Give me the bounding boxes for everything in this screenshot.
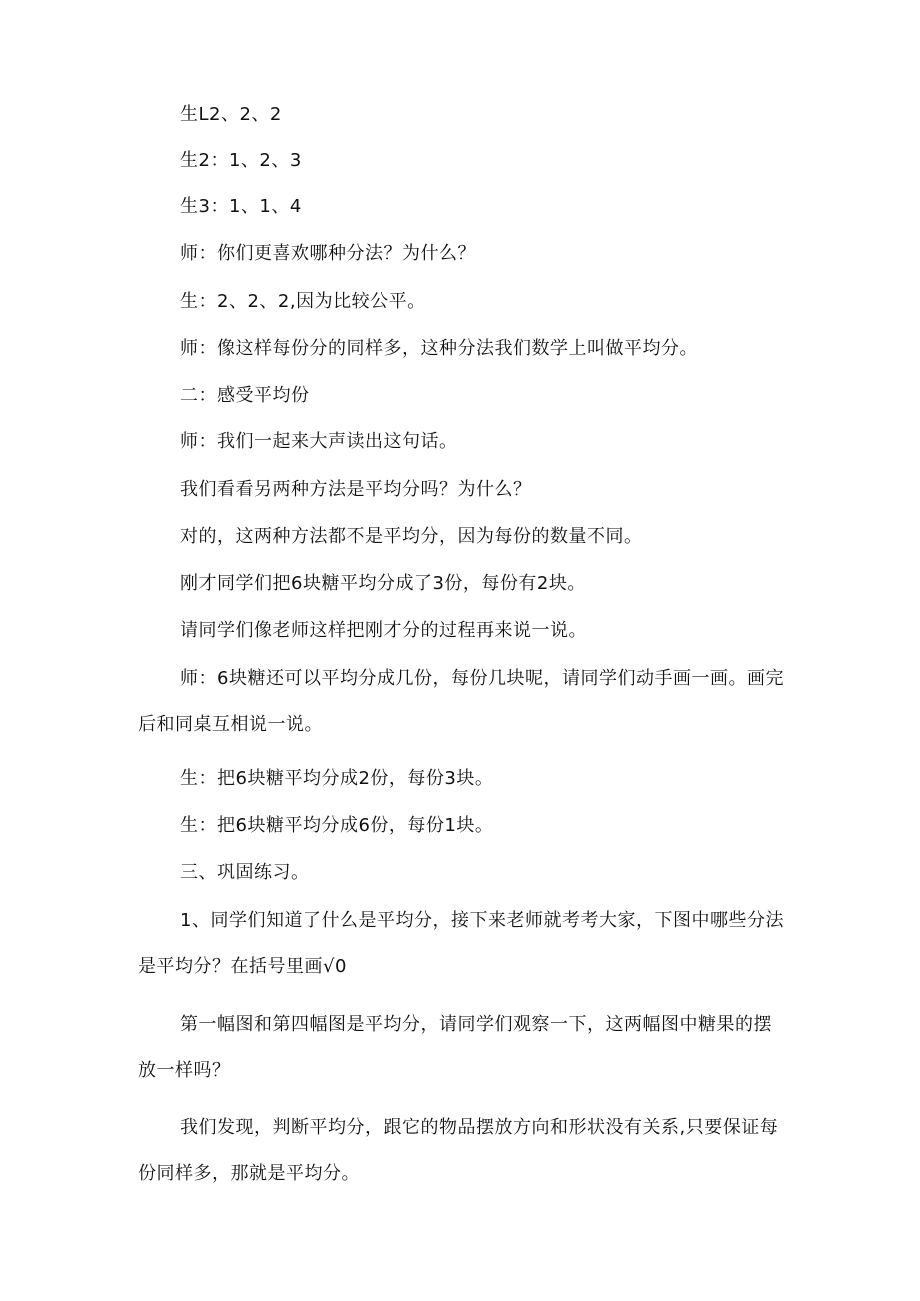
- paragraph: 师：像这样每份分的同样多，这种分法我们数学上叫做平均分。: [180, 338, 698, 359]
- paragraph: 生3：1、1、4: [180, 196, 302, 217]
- paragraph: 第一幅图和第四幅图是平均分，请同学们观察一下，这两幅图中糖果的摆放一样吗？: [138, 1014, 772, 1081]
- paragraph: 师：我们一起来大声读出这句话。: [180, 431, 458, 452]
- paragraph: 师：你们更喜欢哪种分法？为什么？: [180, 243, 476, 264]
- paragraph: 对的，这两种方法都不是平均分，因为每份的数量不同。: [180, 526, 643, 547]
- paragraph: 1、同学们知道了什么是平均分，接下来老师就考考大家，下图中哪些分法是平均分？在括号里画√0: [138, 910, 784, 977]
- paragraph: 生：2、2、2,因为比较公平。: [180, 291, 426, 312]
- paragraph: 生：把6块糖平均分成6份，每份1块。: [180, 815, 494, 836]
- paragraph: 生L2、2、2: [180, 104, 282, 125]
- paragraph: 师：6块糖还可以平均分成几份，每份几块呢，请同学们动手画一画。画完后和同桌互相说一说。: [138, 668, 784, 735]
- section-heading: 二：感受平均份: [180, 385, 310, 406]
- section-heading: 三、巩固练习。: [180, 862, 310, 883]
- paragraph: 生2：1、2、3: [180, 150, 302, 171]
- paragraph: 生：把6块糖平均分成2份，每份3块。: [180, 768, 494, 789]
- paragraph: 我们发现，判断平均分，跟它的物品摆放方向和形状没有关系,只要保证每份同样多，那就是平均分。: [138, 1117, 779, 1184]
- paragraph: 刚才同学们把6块糖平均分成了3份，每份有2块。: [180, 573, 586, 594]
- paragraph: 我们看看另两种方法是平均分吗？为什么？: [180, 479, 532, 500]
- paragraph: 请同学们像老师这样把刚才分的过程再来说一说。: [180, 620, 587, 641]
